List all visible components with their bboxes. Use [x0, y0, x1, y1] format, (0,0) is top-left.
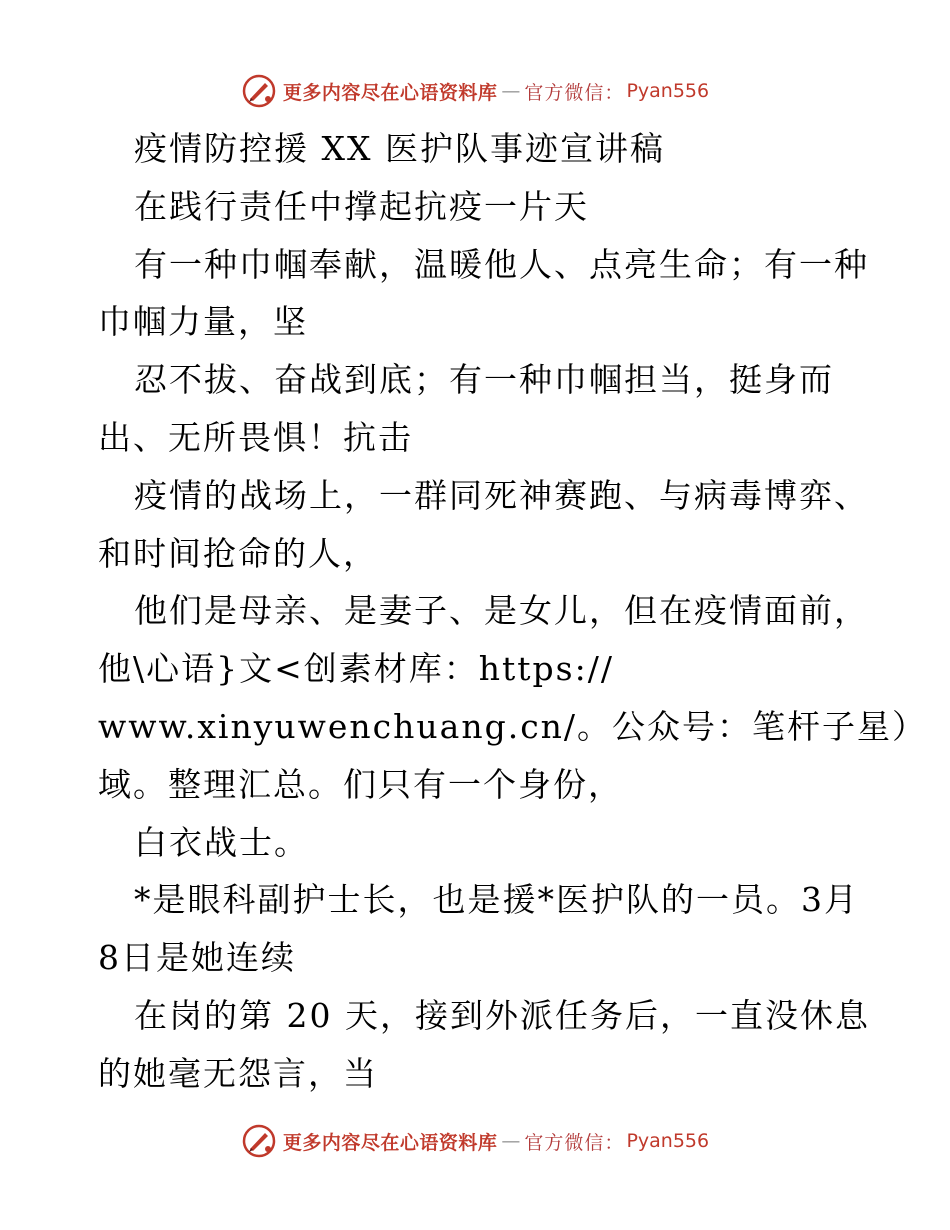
watermark-wechat-id: Pyan556	[626, 80, 710, 102]
paragraph-line: *是眼科副护士长，也是援*医护队的一员。3月	[134, 880, 859, 920]
doc-title: 疫情防控援 XX 医护队事迹宣讲稿	[134, 129, 665, 168]
paragraph-line: www.xinyuwenchuang.cn/。公众号：笔杆子星）	[98, 706, 928, 746]
doc-subtitle: 在践行责任中撑起抗疫一片天	[134, 186, 589, 226]
paragraph-line: 和时间抢命的人，	[98, 533, 378, 573]
watermark-wechat-label: 官方微信：	[524, 1131, 625, 1154]
paragraph-line: 有一种巾帼奉献，温暖他人、点亮生命；有一种	[134, 244, 869, 284]
watermark-banner-top	[0, 71, 950, 111]
paragraph-line: 他\心语}文<创素材库：https://	[98, 649, 614, 689]
watermark-main-text: 更多内容尽在心语资料库	[282, 81, 498, 104]
pen-logo-icon	[241, 1123, 277, 1159]
paragraph-line: 忍不拔、奋战到底；有一种巾帼担当，挺身而	[134, 360, 834, 400]
watermark-main-text: 更多内容尽在心语资料库	[282, 1131, 498, 1154]
paragraph-line: 巾帼力量，坚	[98, 302, 308, 342]
pen-logo-icon	[241, 73, 277, 109]
paragraph-line: 白衣战士。	[134, 822, 309, 862]
paragraph-line: 疫情的战场上，一群同死神赛跑、与病毒博弈、	[134, 475, 869, 515]
watermark-separator: —	[501, 80, 521, 102]
watermark-wechat-id: Pyan556	[626, 1130, 710, 1152]
paragraph-line: 在岗的第 20 天，接到外派任务后，一直没休息	[134, 995, 870, 1035]
watermark-wechat-label: 官方微信：	[524, 81, 625, 104]
watermark-separator: —	[501, 1130, 521, 1152]
paragraph-line: 出、无所畏惧！抗击	[98, 417, 413, 457]
document-body	[98, 120, 928, 1103]
watermark-banner-bottom	[0, 1121, 950, 1161]
paragraph-line: 8日是她连续	[98, 938, 296, 978]
paragraph-line: 的她毫无怨言，当	[98, 1053, 378, 1093]
paragraph-line: 域。整理汇总。们只有一个身份，	[98, 764, 623, 804]
paragraph-line: 他们是母亲、是妻子、是女儿，但在疫情面前，	[134, 591, 869, 631]
